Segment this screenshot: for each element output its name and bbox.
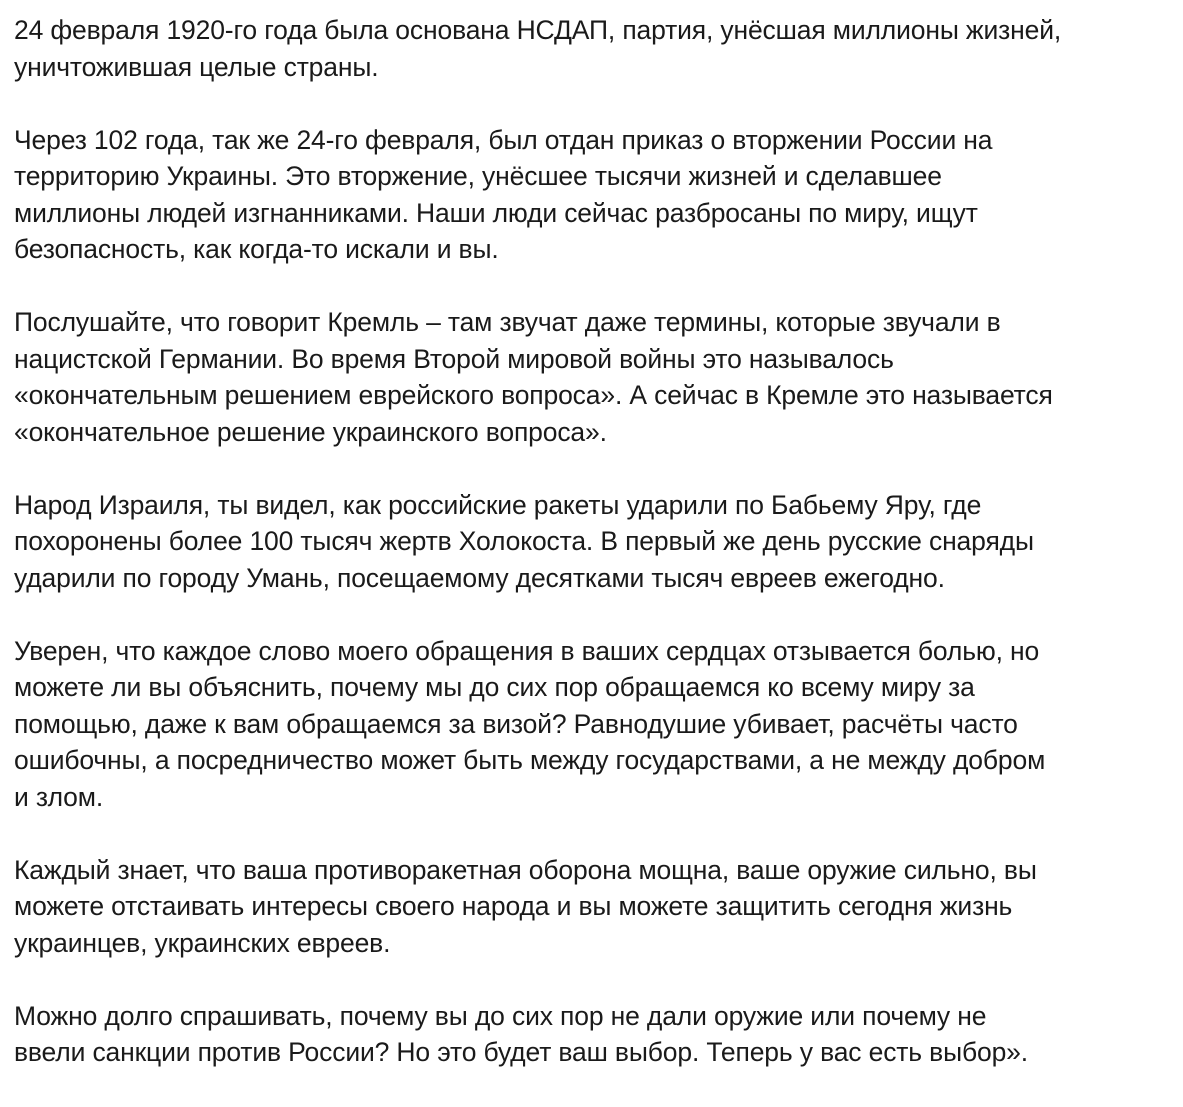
text-line: Уверен, что каждое слово моего обращения в ваших сердцах отзывается болью, но (14, 635, 1040, 666)
paragraph-6 (14, 852, 1174, 962)
text-line: можете ли вы объяснить, почему мы до сих пор обращаемся ко всему миру за (14, 672, 975, 702)
paragraph-1 (14, 12, 1174, 85)
text-line: «окончательным решением еврейского вопроса». А сейчас в Кремле это называется (14, 380, 1053, 410)
text-line: нацистской Германии. Во время Второй мировой войны это называлось (14, 343, 894, 374)
paragraph-3 (14, 304, 1174, 450)
text-line: 24 февраля 1920-го года была основана НСДАП, партия, унёсшая миллионы жизней, (14, 15, 1062, 45)
text-line: Каждый знает, что ваша противоракетная оборона мощна, ваше оружие сильно, вы (14, 854, 1037, 885)
text-line: помощью, даже к вам обращаемся за визой? Равнодушие убивает, расчёты часто (14, 708, 1018, 739)
text-line: Послушайте, что говорит Кремль – там звучат даже термины, которые звучали в (14, 307, 1001, 337)
text-line: ударили по городу Умань, посещаемому десятками тысяч евреев ежегодно. (14, 562, 945, 593)
text-line: территорию Украины. Это вторжение, унёсшее тысячи жизней и сделавшее (14, 161, 942, 191)
text-line: миллионы людей изгнанниками. Наши люди сейчас разбросаны по миру, ищут (14, 197, 978, 228)
paragraph-4 (14, 487, 1174, 597)
text-line: безопасность, как когда-то искали и вы. (14, 234, 499, 264)
paragraph-2 (14, 122, 1174, 268)
text-line: можете отстаивать интересы своего народа и вы можете защитить сегодня жизнь (14, 891, 1013, 921)
text-line: ошибочны, а посредничество может быть между государствами, а не между добром (14, 745, 1046, 775)
text-line: Можно долго спрашивать, почему вы до сих пор не дали оружие или почему не (14, 1000, 987, 1031)
text-line: ввели санкции против России? Но это будет ваш выбор. Теперь у вас есть выбор». (14, 1037, 1028, 1067)
text-line: и злом. (14, 781, 104, 812)
text-line: уничтожившая целые страны. (14, 51, 379, 82)
paragraph-5 (14, 633, 1174, 816)
text-line: Народ Израиля, ты видел, как российские ракеты ударили по Бабьему Яру, где (14, 489, 982, 520)
paragraph-7 (14, 998, 1174, 1071)
text-line: украинцев, украинских евреев. (14, 927, 391, 958)
text-line: похоронены более 100 тысяч жертв Холокоста. В первый же день русские снаряды (14, 526, 1034, 556)
text-line: Через 102 года, так же 24-го февраля, был отдан приказ о вторжении России на (14, 124, 993, 155)
text-line: «окончательное решение украинского вопроса». (14, 416, 607, 447)
document-body (14, 12, 1174, 1107)
